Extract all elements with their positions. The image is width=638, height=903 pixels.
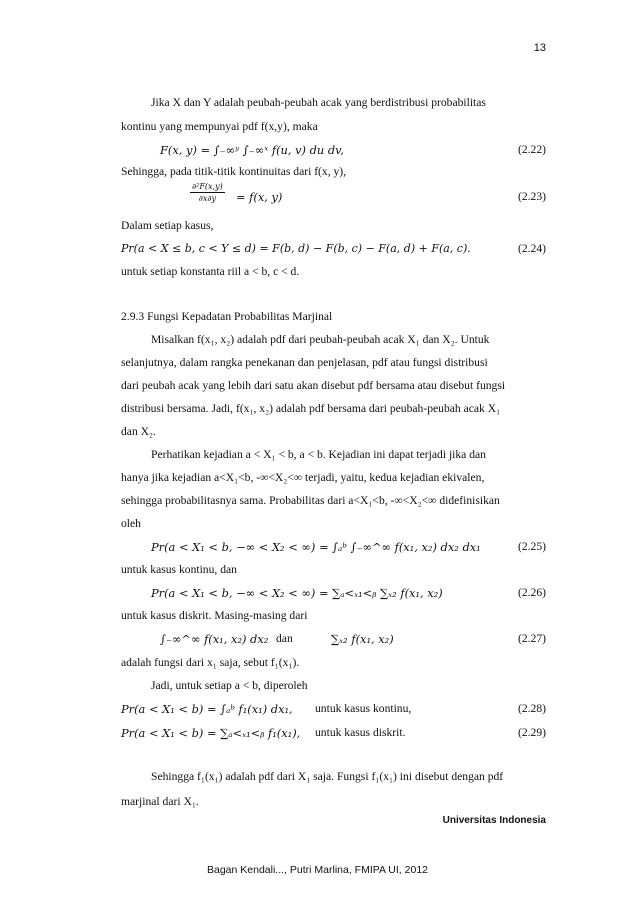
equation-2-27-sum: ∑ₓ₂ f(x₁, x₂) (331, 632, 394, 646)
equation-number: (2.25) (517, 540, 546, 553)
paragraph-line: Sehingga, pada titik-titik kontinuitas dari f(x, y), (121, 165, 347, 178)
equation-2-23-rhs: = f(x, y) (236, 190, 283, 204)
equation-2-28: Pr(a < X₁ < b) = ∫ₐᵇ f₁(x₁) dx₁, (121, 702, 293, 716)
paragraph-line: untuk kasus diskrit. Masing-masing dari (121, 609, 308, 622)
equation-number: (2.27) (517, 632, 546, 645)
equation-2-29: Pr(a < X₁ < b) = ∑ₐ<ₓ₁<ᵦ f₁(x₁), (121, 726, 301, 740)
paragraph-line: Dalam setiap kasus, (121, 219, 214, 232)
university-label: Universitas Indonesia (442, 815, 546, 826)
paragraph-line: Jika X dan Y adalah peubah-peubah acak yang berdistribusi probabilitas (151, 96, 486, 109)
paragraph-line: selanjutnya, dalam rangka penekanan dan penjelasan, pdf atau fungsi distribusi (121, 356, 488, 369)
section-heading: 2.9.3 Fungsi Kepadatan Probabilitas Marjinal (121, 310, 333, 323)
equation-2-26: Pr(a < X₁ < b, −∞ < X₂ < ∞) = ∑ₐ<ₓ₁<ᵦ ∑ₓ₂ f(x₁, x₂) (151, 586, 443, 600)
paragraph-line: untuk setiap konstanta riil a < b, c < d. (121, 265, 300, 278)
paragraph-line: marjinal dari X₁. (121, 795, 199, 808)
page-number: 13 (533, 42, 546, 54)
paragraph-line: kontinu yang mempunyai pdf f(x,y), maka (121, 120, 318, 133)
paragraph-line: Misalkan f(x₁, x₂) adalah pdf dari peubah-peubah acak X₁ dan X₂. Untuk (151, 333, 490, 346)
paragraph-line: dan X₂. (121, 425, 156, 438)
paragraph-line: oleh (121, 517, 141, 530)
paragraph-line: untuk kasus kontinu, dan (121, 563, 237, 576)
equation-2-25: Pr(a < X₁ < b, −∞ < X₂ < ∞) = ∫ₐᵇ ∫₋∞^∞ f(x₁, x₂) dx₂ dx₁ (151, 540, 481, 554)
fraction-denominator: ∂x∂y (198, 194, 217, 203)
paragraph-line: hanya jika kejadian a<X₁<b, -∞<X₂<∞ terjadi, yaitu, kedua kejadian ekivalen, (121, 471, 485, 484)
equation-number: (2.22) (517, 143, 546, 156)
paragraph-line: distribusi bersama. Jadi, f(x₁, x₂) adalah pdf bersama dari peubah-peubah acak X₁ (121, 402, 501, 415)
page-footer: Bagan Kendali..., Putri Marlina, FMIPA UI, 2012 (207, 864, 428, 876)
paragraph-line: sehingga probabilitasnya sama. Probabilitas dari a<X₁<b, -∞<X₂<∞ didefinisikan (121, 494, 500, 507)
equation-2-27-integral: ∫₋∞^∞ f(x₁, x₂) dx₂ (160, 632, 269, 646)
equation-number: (2.24) (517, 242, 546, 255)
paragraph-line: Sehingga f₁(x₁) adalah pdf dari X₁ saja. Fungsi f₁(x₁) ini disebut dengan pdf (151, 770, 504, 783)
fraction-numerator: ∂²F(x,y) (192, 182, 223, 191)
paragraph-line: Jadi, untuk setiap a < b, diperoleh (151, 679, 308, 692)
equation-number: (2.26) (517, 586, 546, 599)
equation-note: untuk kasus diskrit. (315, 726, 406, 739)
paragraph-line: Perhatikan kejadian a < X₁ < b, a < b. Kejadian ini dapat terjadi jika dan (151, 448, 486, 461)
equation-2-23-fraction (190, 182, 225, 203)
equation-connector: dan (276, 632, 293, 645)
equation-number: (2.28) (517, 702, 546, 715)
equation-note: untuk kasus kontinu, (315, 702, 412, 715)
equation-2-24: Pr(a < X ≤ b, c < Y ≤ d) = F(b, d) − F(b, c) − F(a, d) + F(a, c). (121, 242, 471, 255)
equation-number: (2.23) (517, 190, 546, 203)
paragraph-line: dari peubah acak yang lebih dari satu akan disebut pdf bersama atau disebut fungsi (121, 379, 506, 392)
equation-2-22: F(x, y) = ∫₋∞ʸ ∫₋∞ˣ f(u, v) du dv, (160, 143, 344, 157)
equation-number: (2.29) (517, 726, 546, 739)
paragraph-line: adalah fungsi dari x₁ saja, sebut f₁(x₁). (121, 656, 300, 669)
